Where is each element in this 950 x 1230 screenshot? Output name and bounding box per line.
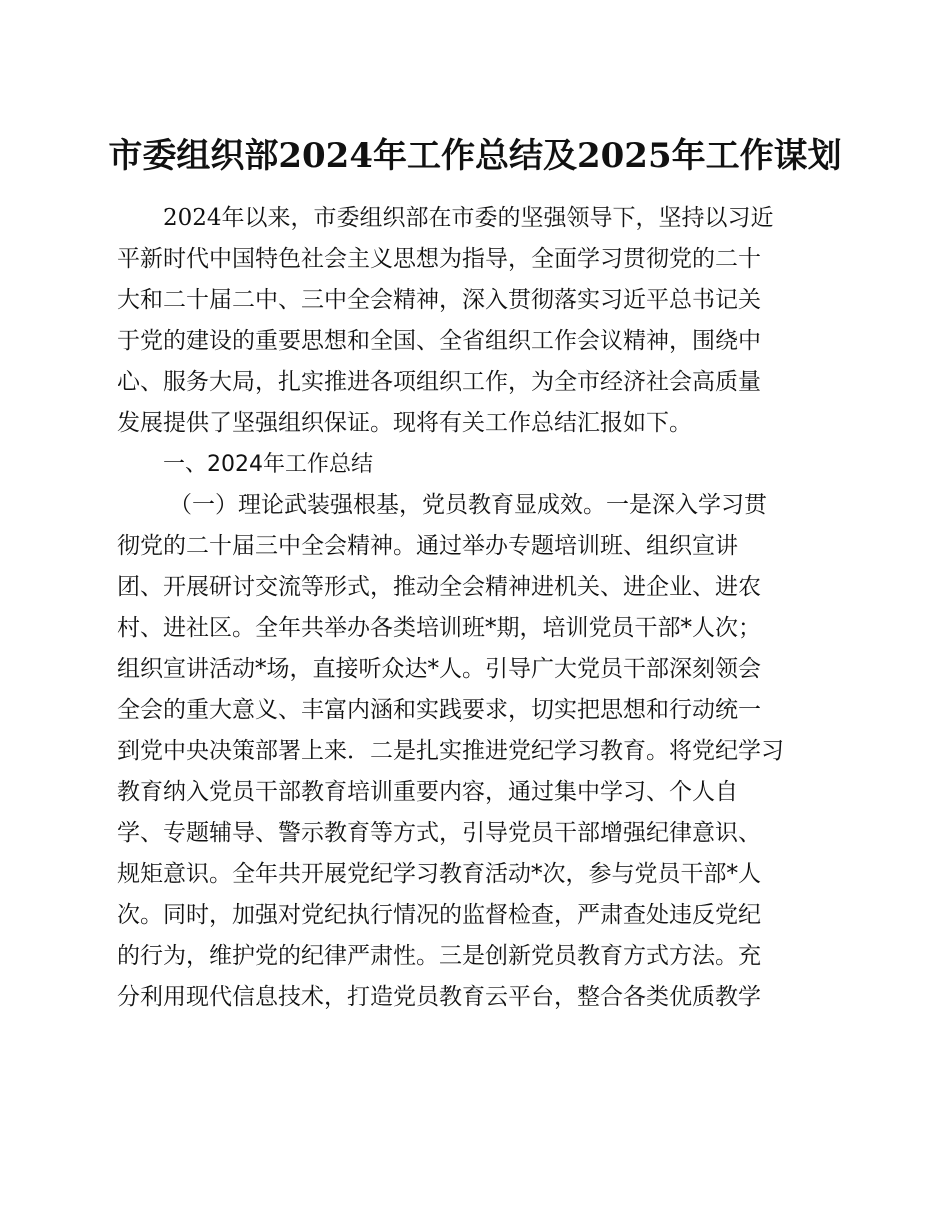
body-line: 到党中央决策部署上来．二是扎实推进党纪学习教育。将党纪学习 xyxy=(117,738,784,764)
body-line: 彻党的二十届三中全会精神。通过举办专题培训班、组织宣讲 xyxy=(117,533,738,559)
document-body xyxy=(117,198,823,1018)
body-line: 村、进社区。全年共举办各类培训班*期，培训党员干部*人次； xyxy=(117,615,761,641)
body-line: 分利用现代信息技术，打造党员教育云平台，整合各类优质教学 xyxy=(117,984,761,1010)
body-line: 发展提供了坚强组织保证。现将有关工作总结汇报如下。 xyxy=(117,410,692,436)
section-heading: 一、2024年工作总结 xyxy=(163,452,373,477)
page-title: 市委组织部2024年工作总结及2025年工作谋划 xyxy=(108,136,842,176)
body-line: 组织宣讲活动*场，直接听众达*人。引导广大党员干部深刻领会 xyxy=(117,656,761,682)
body-line: 规矩意识。全年共开展党纪学习教育活动*次，参与党员干部*人 xyxy=(117,861,761,887)
body-line: 平新时代中国特色社会主义思想为指导，全面学习贯彻党的二十 xyxy=(117,246,761,272)
body-line: 大和二十届二中、三中全会精神，深入贯彻落实习近平总书记关 xyxy=(117,287,761,313)
body-line: 于党的建设的重要思想和全国、全省组织工作会议精神，围绕中 xyxy=(117,328,761,354)
body-line: 团、开展研讨交流等形式，推动全会精神进机关、进企业、进农 xyxy=(117,574,761,600)
body-line: 次。同时，加强对党纪执行情况的监督检查，严肃查处违反党纪 xyxy=(117,902,761,928)
body-line: 全会的重大意义、丰富内涵和实践要求，切实把思想和行动统一 xyxy=(117,697,761,723)
body-line: 的行为，维护党的纪律严肃性。三是创新党员教育方式方法。充 xyxy=(117,943,761,969)
body-line: 学、专题辅导、警示教育等方式，引导党员干部增强纪律意识、 xyxy=(117,820,761,846)
body-line: 2024年以来，市委组织部在市委的坚强领导下，坚持以习近 xyxy=(163,205,774,231)
body-line: 心、服务大局，扎实推进各项组织工作，为全市经济社会高质量 xyxy=(117,369,761,395)
body-line: 教育纳入党员干部教育培训重要内容，通过集中学习、个人自 xyxy=(117,779,738,805)
body-line: （一）理论武装强根基，党员教育显成效。一是深入学习贯 xyxy=(169,492,767,518)
